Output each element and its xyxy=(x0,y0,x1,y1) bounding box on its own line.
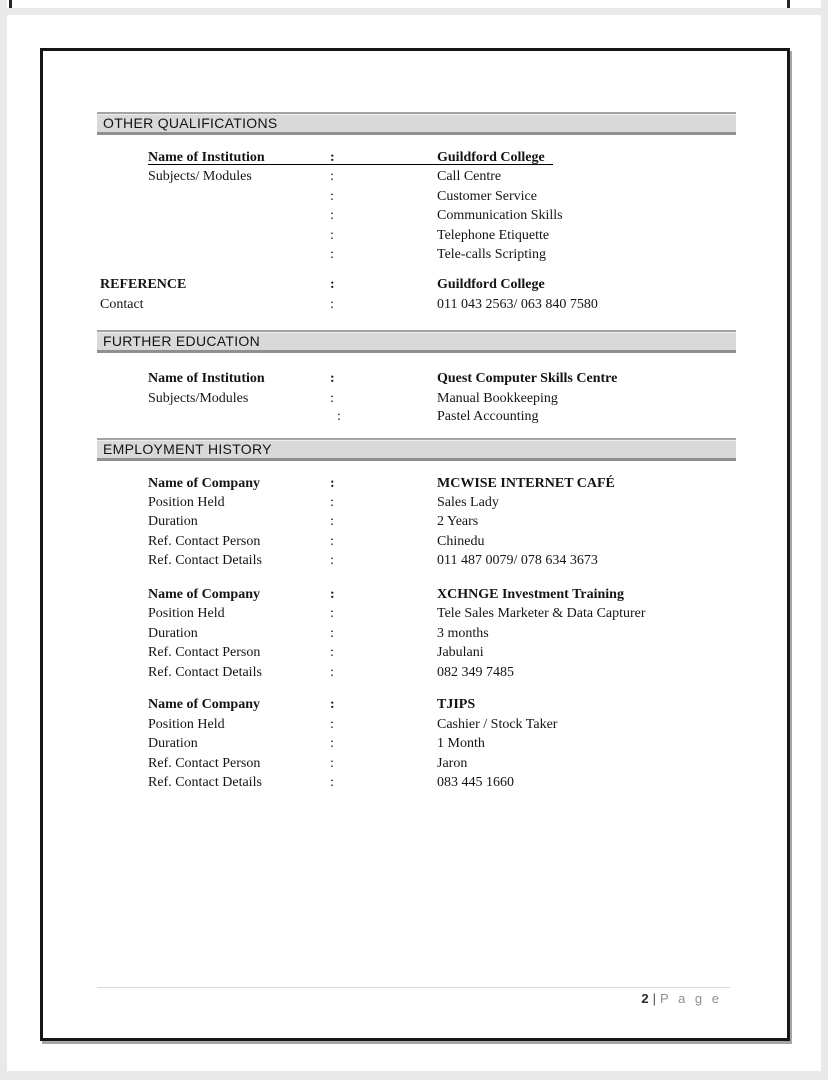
section-header-employment-history: EMPLOYMENT HISTORY xyxy=(97,438,736,461)
field-label: Ref. Contact Details xyxy=(148,665,262,680)
field-value: Tele Sales Marketer & Data Capturer xyxy=(437,606,646,621)
colon: : xyxy=(330,587,335,602)
field-label: Name of Institution xyxy=(148,150,265,165)
field-label: Ref. Contact Person xyxy=(148,645,261,660)
field-label: Position Held xyxy=(148,717,225,732)
colon: : xyxy=(330,717,334,732)
colon: : xyxy=(330,228,334,243)
field-row xyxy=(97,187,757,207)
field-label: Ref. Contact Person xyxy=(148,756,261,771)
colon: : xyxy=(330,277,335,292)
field-row xyxy=(97,512,757,532)
field-value: Guildford College xyxy=(437,277,545,292)
field-label: Ref. Contact Person xyxy=(148,534,261,549)
field-row xyxy=(97,245,757,265)
field-value: Telephone Etiquette xyxy=(437,228,550,243)
footer-separator: | xyxy=(652,991,657,1006)
colon: : xyxy=(330,553,334,568)
colon: : xyxy=(330,150,335,165)
field-row xyxy=(97,754,757,774)
field-value: XCHNGE Investment Training xyxy=(437,587,624,602)
field-value: Manual Bookkeeping xyxy=(437,391,558,406)
field-value: Cashier / Stock Taker xyxy=(437,717,558,732)
field-label: Name of Company xyxy=(148,476,260,491)
field-label: Ref. Contact Details xyxy=(148,553,262,568)
field-row xyxy=(97,407,757,427)
section-header-further-education: FURTHER EDUCATION xyxy=(97,330,736,353)
field-row xyxy=(97,474,757,494)
colon: : xyxy=(330,208,334,223)
colon: : xyxy=(330,756,334,771)
field-value: Guildford College xyxy=(437,150,545,165)
field-value: Pastel Accounting xyxy=(437,409,539,424)
field-value: TJIPS xyxy=(437,697,476,712)
document-page xyxy=(7,15,821,1071)
field-value: 011 487 0079/ 078 634 3673 xyxy=(437,553,598,568)
previous-page-edge xyxy=(7,0,821,8)
field-value: 083 445 1660 xyxy=(437,775,514,790)
field-value: Quest Computer Skills Centre xyxy=(437,371,618,386)
field-label: Name of Company xyxy=(148,697,260,712)
page-number: 2 xyxy=(641,991,649,1006)
field-value: 3 months xyxy=(437,626,489,641)
field-row xyxy=(97,604,757,624)
field-value: MCWISE INTERNET CAFÉ xyxy=(437,476,615,491)
field-label: Name of Company xyxy=(148,587,260,602)
field-label: Contact xyxy=(100,297,144,312)
section-header-other-qualifications: OTHER QUALIFICATIONS xyxy=(97,112,736,135)
field-value: 082 349 7485 xyxy=(437,665,514,680)
field-row xyxy=(97,585,757,605)
field-row xyxy=(97,624,757,644)
field-row xyxy=(97,369,757,389)
field-label: Position Held xyxy=(148,495,225,510)
field-row xyxy=(97,493,757,513)
field-value: 011 043 2563/ 063 840 7580 xyxy=(437,297,598,312)
colon: : xyxy=(330,665,334,680)
field-value: Jabulani xyxy=(437,645,484,660)
previous-page-border-right xyxy=(787,0,790,8)
field-row xyxy=(97,715,757,735)
footer-rule xyxy=(97,987,730,988)
colon: : xyxy=(330,645,334,660)
field-value: Customer Service xyxy=(437,189,537,204)
colon: : xyxy=(330,169,334,184)
field-value: Jaron xyxy=(437,756,468,771)
field-value: Tele-calls Scripting xyxy=(437,247,547,262)
field-label: Subjects/Modules xyxy=(148,391,249,406)
field-label: Name of Institution xyxy=(148,371,265,386)
field-row xyxy=(97,773,757,793)
colon: : xyxy=(330,371,335,386)
colon: : xyxy=(330,247,334,262)
colon: : xyxy=(330,297,334,312)
field-label: Subjects/ Modules xyxy=(148,169,252,184)
field-row xyxy=(97,551,757,571)
field-row xyxy=(97,226,757,246)
field-value: Chinedu xyxy=(437,534,485,549)
colon: : xyxy=(330,476,335,491)
colon: : xyxy=(330,189,334,204)
field-row xyxy=(97,275,757,295)
colon: : xyxy=(330,606,334,621)
field-row xyxy=(97,206,757,226)
colon: : xyxy=(337,409,341,424)
colon: : xyxy=(330,495,334,510)
colon: : xyxy=(330,626,334,641)
field-value: 2 Years xyxy=(437,514,479,529)
field-label: Duration xyxy=(148,626,198,641)
field-label: REFERENCE xyxy=(100,277,187,292)
field-label: Position Held xyxy=(148,606,225,621)
field-row xyxy=(97,695,757,715)
field-row xyxy=(97,734,757,754)
colon: : xyxy=(330,514,334,529)
field-value: Call Centre xyxy=(437,169,502,184)
field-row xyxy=(97,643,757,663)
field-label: Ref. Contact Details xyxy=(148,775,262,790)
footer-page-word: P a g e xyxy=(660,991,722,1006)
colon: : xyxy=(330,534,334,549)
field-row xyxy=(97,295,757,315)
field-value: Sales Lady xyxy=(437,495,499,510)
colon: : xyxy=(330,697,335,712)
field-row xyxy=(97,532,757,552)
field-row xyxy=(97,389,757,409)
colon: : xyxy=(330,391,334,406)
page-footer xyxy=(97,990,730,1008)
field-label: Duration xyxy=(148,514,198,529)
field-row xyxy=(97,663,757,683)
colon: : xyxy=(330,736,334,751)
field-row xyxy=(97,167,757,187)
colon: : xyxy=(330,775,334,790)
field-value: 1 Month xyxy=(437,736,485,751)
field-row xyxy=(97,148,757,168)
field-value: Communication Skills xyxy=(437,208,563,223)
previous-page-border-left xyxy=(9,0,12,8)
field-label: Duration xyxy=(148,736,198,751)
